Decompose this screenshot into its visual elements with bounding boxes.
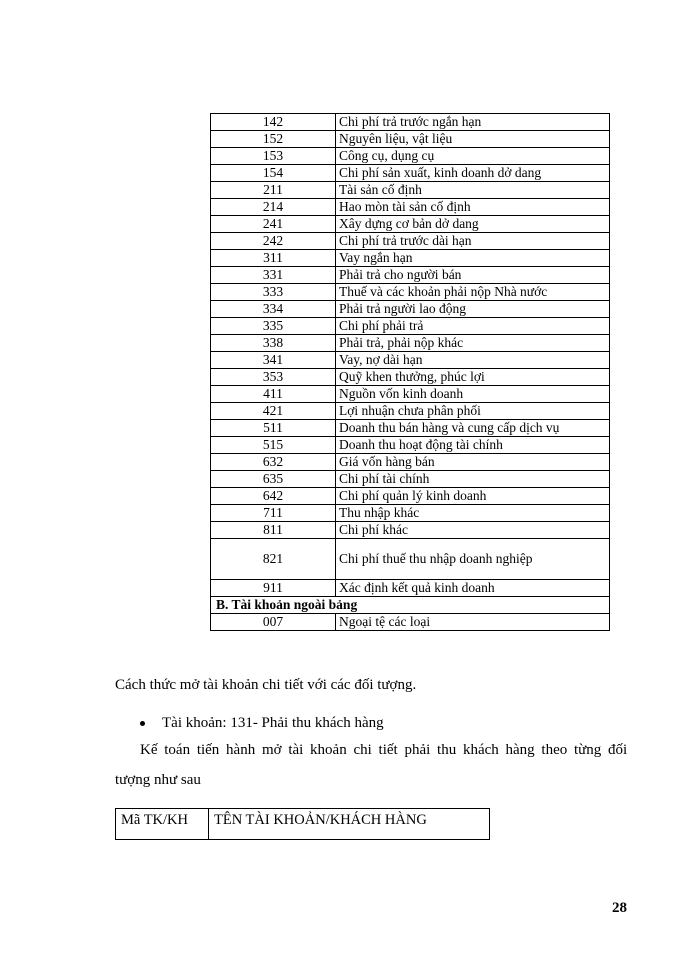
paragraph-line-2: tượng như sau [115, 772, 201, 788]
account-code: 211 [211, 182, 336, 199]
table-row [211, 352, 610, 369]
account-name: Chi phí khác [336, 522, 610, 539]
account-name: Nguồn vốn kinh doanh [336, 386, 610, 403]
account-code: 331 [211, 267, 336, 284]
account-code: 153 [211, 148, 336, 165]
account-code: 142 [211, 114, 336, 131]
account-code: 642 [211, 488, 336, 505]
table-row [211, 284, 610, 301]
account-name: Lợi nhuận chưa phân phối [336, 403, 610, 420]
table-row [211, 471, 610, 488]
account-name: Doanh thu bán hàng và cung cấp dịch vụ [336, 420, 610, 437]
detail-header-row [116, 809, 490, 840]
account-name: Xây dựng cơ bản dở dang [336, 216, 610, 233]
detail-header-table [115, 808, 490, 840]
table-row [211, 233, 610, 250]
account-code: 811 [211, 522, 336, 539]
table-row [211, 335, 610, 352]
account-name: Doanh thu hoạt động tài chính [336, 437, 610, 454]
table-row [211, 403, 610, 420]
account-code: 338 [211, 335, 336, 352]
account-code: 632 [211, 454, 336, 471]
table-row [211, 301, 610, 318]
page-number: 28 [612, 900, 627, 916]
account-code: 007 [211, 614, 336, 631]
account-name: Xác định kết quả kinh doanh [336, 580, 610, 597]
table-row [211, 267, 610, 284]
account-name: Tài sản cố định [336, 182, 610, 199]
account-name: Chi phí quản lý kinh doanh [336, 488, 610, 505]
table-row [211, 580, 610, 597]
account-name: Chi phí tài chính [336, 471, 610, 488]
account-name: Phải trả cho người bán [336, 267, 610, 284]
account-code: 333 [211, 284, 336, 301]
table-row [211, 165, 610, 182]
account-name: Vay ngắn hạn [336, 250, 610, 267]
account-code: 911 [211, 580, 336, 597]
bullet-text: Tài khoản: 131- Phải thu khách hàng [162, 715, 384, 731]
account-code: 335 [211, 318, 336, 335]
account-code: 421 [211, 403, 336, 420]
account-name: Thuế và các khoản phải nộp Nhà nước [336, 284, 610, 301]
account-name: Nguyên liệu, vật liệu [336, 131, 610, 148]
account-name: Ngoại tệ các loại [336, 614, 610, 631]
table-row [211, 250, 610, 267]
intro-text: Cách thức mở tài khoản chi tiết với các đối tượng. [115, 677, 417, 693]
paragraph-line-1: Kế toán tiến hành mở tài khoản chi tiết phải thu khách hàng theo từng đối [140, 742, 628, 758]
account-code: 241 [211, 216, 336, 233]
table-row [211, 386, 610, 403]
account-code: 711 [211, 505, 336, 522]
table-row [211, 148, 610, 165]
account-name: Giá vốn hàng bán [336, 454, 610, 471]
table-row [211, 131, 610, 148]
table-row [211, 420, 610, 437]
table-row [211, 437, 610, 454]
table-row [211, 199, 610, 216]
table-row [211, 454, 610, 471]
account-name: Vay, nợ dài hạn [336, 352, 610, 369]
account-name: Hao mòn tài sản cố định [336, 199, 610, 216]
account-name: Công cụ, dụng cụ [336, 148, 610, 165]
table-row [211, 539, 610, 580]
account-code: 511 [211, 420, 336, 437]
table-row [211, 216, 610, 233]
account-name: Chi phí phải trả [336, 318, 610, 335]
table-row [211, 114, 610, 131]
account-name: Chi phí trả trước ngắn hạn [336, 114, 610, 131]
account-name: Thu nhập khác [336, 505, 610, 522]
accounts-table [210, 113, 610, 631]
table-row [211, 505, 610, 522]
account-code: 154 [211, 165, 336, 182]
account-code: 214 [211, 199, 336, 216]
account-code: 242 [211, 233, 336, 250]
account-code: 821 [211, 539, 336, 580]
section-row [211, 597, 610, 614]
account-name: Phải trả người lao động [336, 301, 610, 318]
account-code: 152 [211, 131, 336, 148]
account-code: 635 [211, 471, 336, 488]
table-row [211, 369, 610, 386]
account-code: 411 [211, 386, 336, 403]
table-row [211, 318, 610, 335]
account-name: Chi phí trả trước dài hạn [336, 233, 610, 250]
bullet-dot-icon [140, 721, 145, 726]
table-row [211, 614, 610, 631]
account-name: Quỹ khen thưởng, phúc lợi [336, 369, 610, 386]
account-name: Chi phí thuế thu nhập doanh nghiệp [336, 539, 610, 580]
detail-header-name: TÊN TÀI KHOẢN/KHÁCH HÀNG [209, 809, 490, 840]
table-row [211, 488, 610, 505]
table-row [211, 182, 610, 199]
account-name: Chi phí sản xuất, kinh doanh dở dang [336, 165, 610, 182]
account-code: 515 [211, 437, 336, 454]
section-title: B. Tài khoản ngoài bảng [211, 597, 610, 614]
account-code: 341 [211, 352, 336, 369]
table-row [211, 522, 610, 539]
accounts-table-body [211, 114, 610, 631]
account-name: Phải trả, phải nộp khác [336, 335, 610, 352]
account-code: 334 [211, 301, 336, 318]
account-code: 311 [211, 250, 336, 267]
detail-header-code: Mã TK/KH [116, 809, 209, 840]
account-code: 353 [211, 369, 336, 386]
